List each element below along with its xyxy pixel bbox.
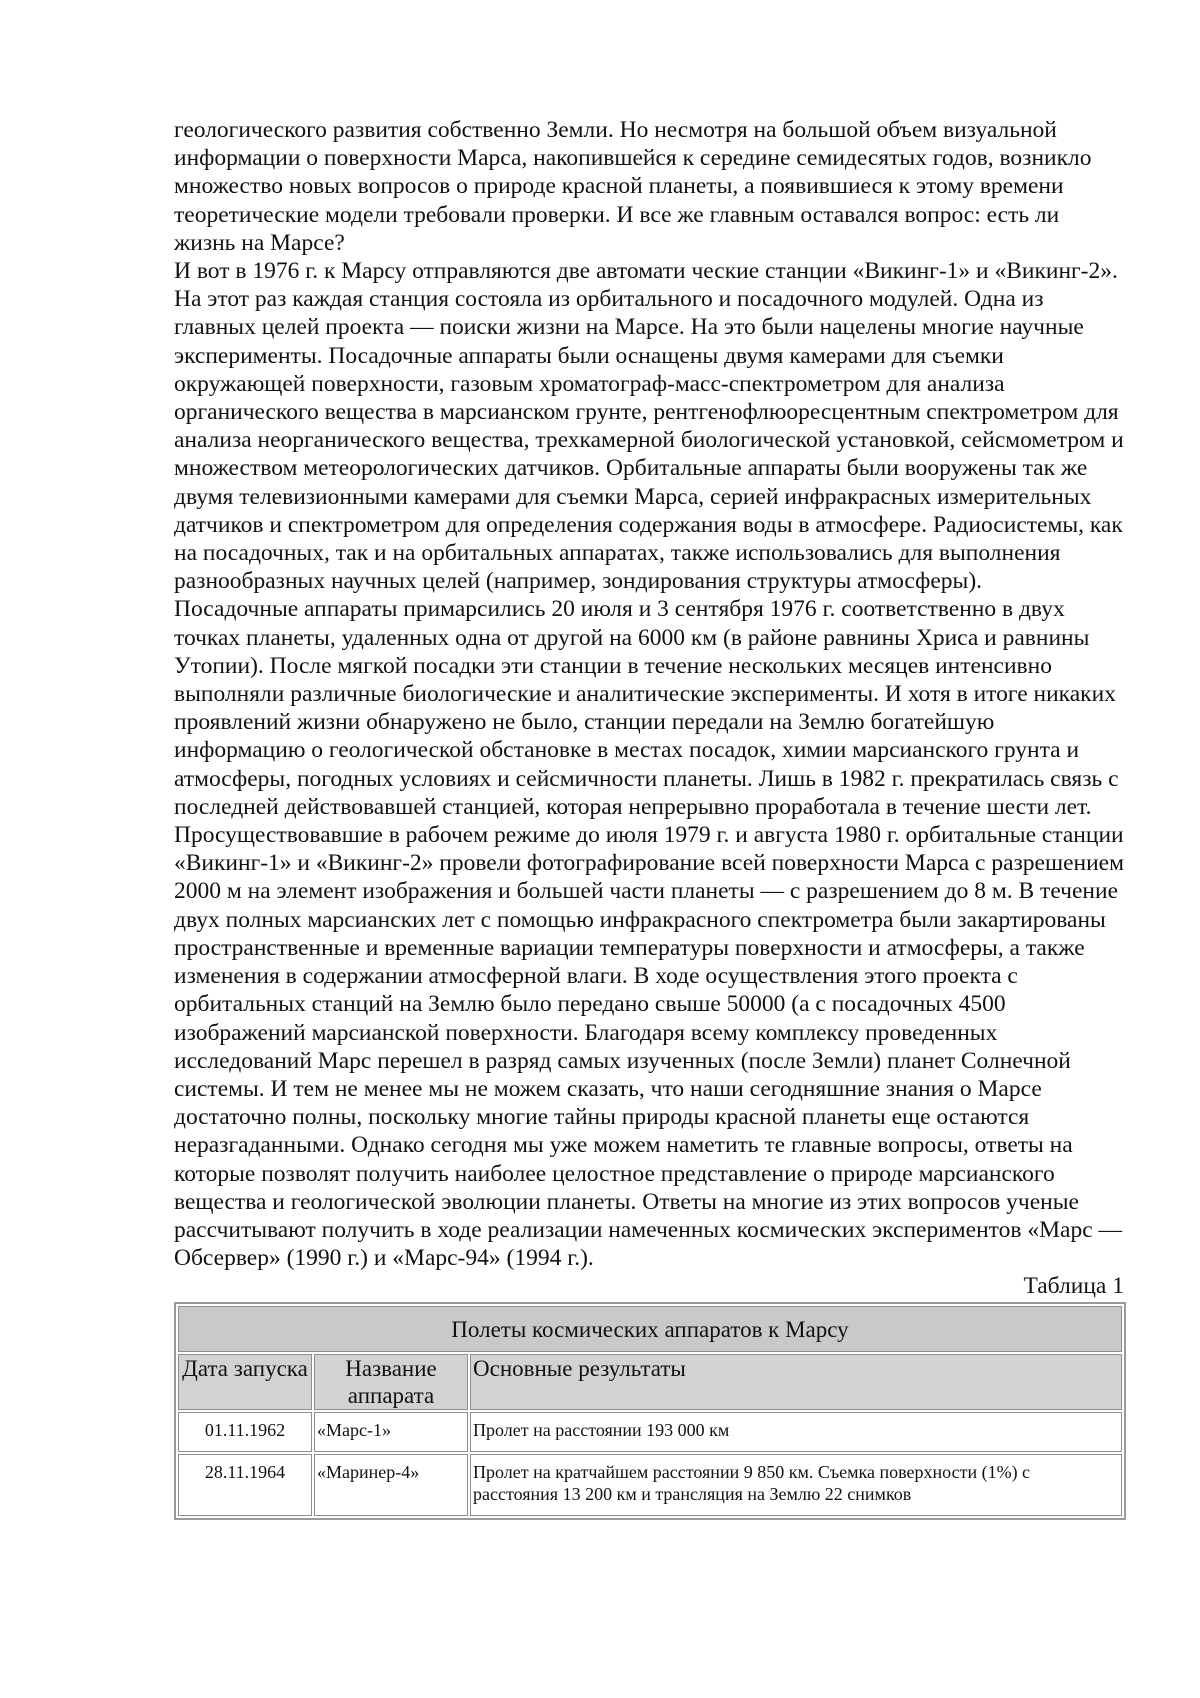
paragraph: геологического развития собственно Земли. Но несмотря на большой объем визуальной информации о поверхности Марса, накопившейся к середине семидесятых годов, возникло множество новых вопросов о природе красной планеты, а появившиеся к этому времени теоретические модели требовали проверки. И все же главным оставался вопрос: есть ли жизнь на Марсе? bbox=[174, 117, 1092, 256]
header-name: Название аппарата bbox=[314, 1354, 468, 1410]
cell-name: «Марс-1» bbox=[314, 1412, 468, 1452]
header-results: Основные результаты bbox=[470, 1354, 1122, 1410]
document-page bbox=[174, 116, 1124, 1520]
cell-name: «Маринер-4» bbox=[314, 1454, 468, 1516]
cell-date: 28.11.1964 bbox=[178, 1454, 312, 1516]
header-date: Дата запуска bbox=[178, 1354, 312, 1410]
table-row bbox=[178, 1412, 1122, 1452]
missions-table bbox=[174, 1302, 1126, 1520]
cell-results: Пролет на расстоянии 193 000 км bbox=[470, 1412, 1122, 1452]
cell-date: 01.11.1962 bbox=[178, 1412, 312, 1452]
table-title-row bbox=[178, 1306, 1122, 1352]
paragraph: Посадочные аппараты примарсились 20 июля и 3 сентября 1976 г. соответственно в двух точках планеты, удаленных одна от другой на 6000 км (в районе равнины Хриса и равнины Утопии). После мягкой посадки эти станции в течение нескольких месяцев интенсивно выполняли различные биологические и аналитические эксперименты. И хотя в итоге никаких проявлений жизни обнаружено не было, станции передали на Землю богатейшую информацию о геологической обстановке в местах посадок, химии марсианского грунта и атмосферы, погодных условиях и сейсмичности планеты. Лишь в 1982 г. прекратилась связь с последней действовавшей станцией, которая непрерывно проработала в течение шести лет. Просуществовавшие в рабочем режиме до июля 1979 г. и августа 1980 г. орбитальные станции «Викинг-1» и «Викинг-2» провели фотографирование всей поверхности Марса с разрешением 2000 м на элемент изображения и большей части планеты — с разрешением до 8 м. В течение двух полных марсианских лет с помощью инфракрасного спектрометра были закартированы пространственные и временные вариации температуры поверхности и атмосферы, а также изменения в содержании атмосферной влаги. В ходе осуществления этого проекта с орбитальных станций на Землю было передано свыше 50000 (а с посадочных 4500 изображений марсианской поверхности. Благодаря всему комплексу проведенных исследований Марс перешел в разряд самых изученных (после Земли) планет Солнечной системы. И тем не менее мы не можем сказать, что наши сегодняшние знания о Марсе достаточно полны, поскольку многие тайны природы красной планеты еще остаются неразгаданными. Однако сегодня мы уже можем наметить те главные вопросы, ответы на которые позволят получить наиболее целостное представление о природе марсианского вещества и геологической эволюции планеты. Ответы на многие из этих вопросов ученые рассчитывают получить в ходе реализации намеченных космических экспериментов «Марс — Обсервер» (1990 г.) и «Марс-94» (1994 г.). bbox=[174, 596, 1124, 1272]
cell-results: Пролет на кратчайшем расстоянии 9 850 км. Съемка поверхности (1%) с расстояния 13 200 км и трансляция на Землю 22 снимков bbox=[470, 1454, 1122, 1516]
table-caption: Таблица 1 bbox=[1023, 1273, 1124, 1300]
table-header-row bbox=[178, 1354, 1122, 1410]
table-row bbox=[178, 1454, 1122, 1516]
paragraph: И вот в 1976 г. к Марсу отправляются две автомати ческие станции «Викинг-1» и «Викинг-2». На этот раз каждая станция состояла из орбитального и посадочного модулей. Одна из главных целей проекта — поиски жизни на Марсе. На это были нацелены многие научные эксперименты. Посадочные аппараты были оснащены двумя камерами для съемки окружающей поверхности, газовым хроматограф-масс-спектрометром для анализа органического вещества в марсианском грунте, рентгенофлюоресцентным спектрометром для анализа неорганического вещества, трехкамерной биологической установкой, сейсмометром и множеством метеорологических датчиков. Орбитальные аппараты были вооружены так же двумя телевизионными камерами для съемки Марса, серией инфракрасных измерительных датчиков и спектрометром для определения содержания воды в атмосфере. Радиосистемы, как на посадочных, так и на орбитальных аппаратах, также использовались для выполнения разнообразных научных целей (например, зондирования структуры атмосферы). bbox=[174, 258, 1124, 595]
table-title: Полеты космических аппаратов к Марсу bbox=[178, 1306, 1122, 1352]
